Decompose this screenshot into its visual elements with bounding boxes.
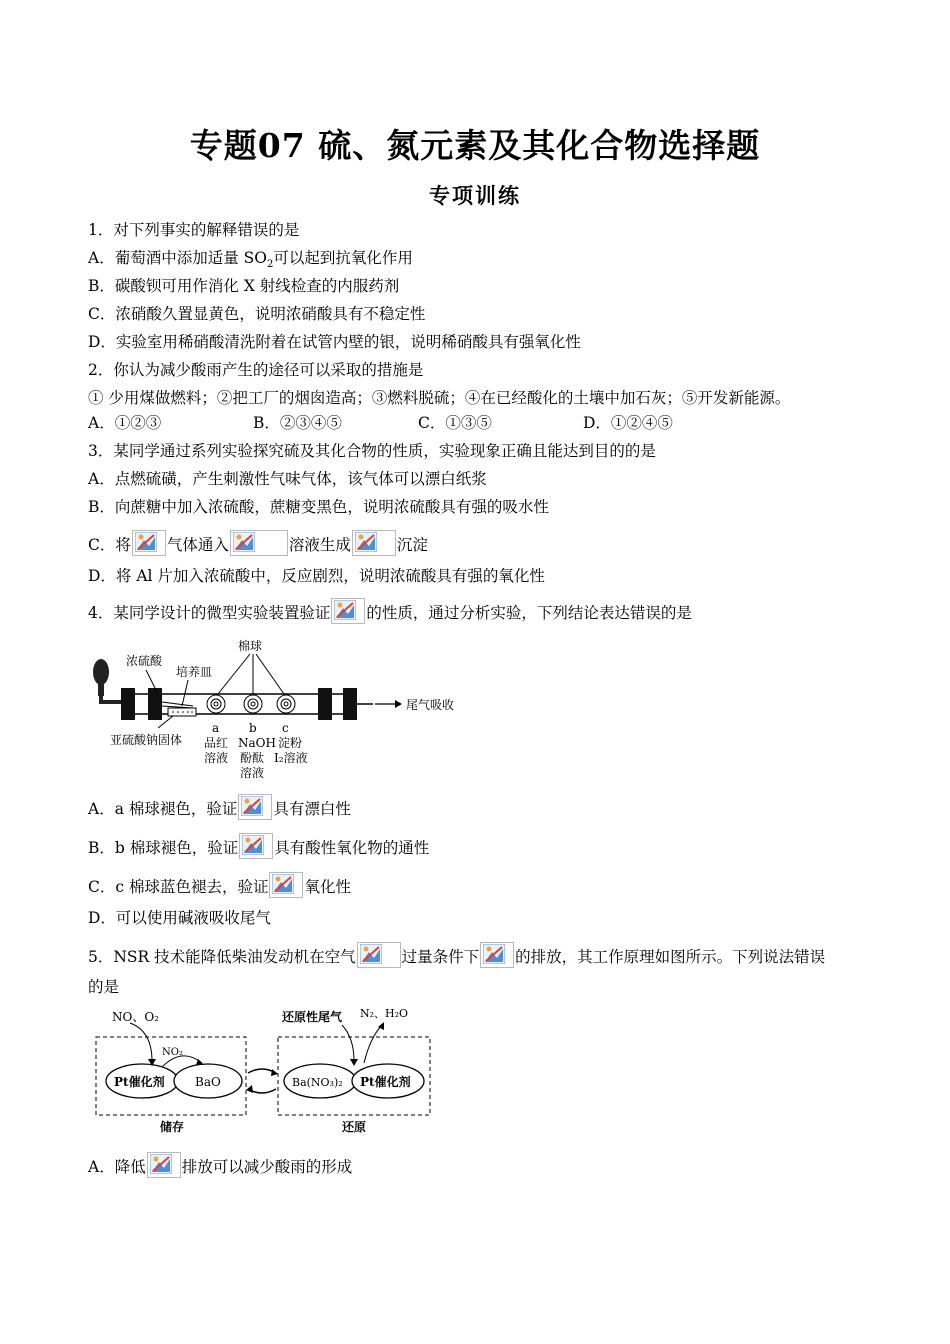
label-conc-acid: 浓硫酸 <box>126 654 163 668</box>
q4-option-a: A．a 棉球褪色，验证 具有漂白性 <box>88 794 351 820</box>
q2-options <box>88 412 673 434</box>
label-b-line1: NaOH <box>238 736 276 750</box>
label-reduction: 还原 <box>342 1120 367 1134</box>
q1-option-a: A．葡萄酒中添加适量 $SO_2$可以起到抗氧化作用 <box>88 249 413 271</box>
q1-option-c: C．浓硝酸久置显黄色，说明浓硝酸具有不稳定性 <box>88 305 426 323</box>
q1-stem: 1．对下列事实的解释错误的是 <box>88 221 300 239</box>
label-no-o2: NO、O₂ <box>112 1010 159 1024</box>
label-bao: BaO <box>195 1075 221 1089</box>
label-n2-h2o: N₂、H₂O <box>360 1007 409 1020</box>
label-reducing-gas: 还原性尾气 <box>282 1010 343 1024</box>
q3-stem: 3．某同学通过系列实验探究硫及其化合物的性质，实验现象正确且能达到目的的是 <box>88 442 656 460</box>
q4-option-c: C．c 棉球蓝色褪去，验证 氧化性 <box>88 872 351 898</box>
label-a-line1: 品红 <box>204 736 229 750</box>
q5-stem-cont: 的是 <box>88 978 120 996</box>
formula-image-icon <box>480 942 514 968</box>
q4-option-d: D．可以使用碱液吸收尾气 <box>88 909 271 927</box>
q2-option-b: B．②③④⑤ <box>253 414 342 432</box>
nsr-principle-figure <box>92 1003 437 1138</box>
page-title: 专题07 硫、氮元素及其化合物选择题 <box>189 126 761 165</box>
label-dish: 培养皿 <box>176 665 213 679</box>
label-c: c <box>282 721 289 735</box>
q2-option-a: A．①②③ <box>88 414 162 432</box>
formula-image-icon <box>357 942 401 968</box>
q2-option-d: D．①②④⑤ <box>583 414 673 432</box>
q4-stem: 4．某同学设计的微型实验装置验证 的性质，通过分析实验，下列结论表达错误的是 <box>88 598 692 624</box>
q2-measures: ① 少用煤做燃料；②把工厂的烟囱造高；③燃料脱硫；④在已经酸化的土壤中加石灰；⑤开发新能源。 <box>88 389 791 407</box>
label-b-line2: 酚酞 <box>240 751 265 765</box>
formula-image-icon <box>132 530 166 556</box>
formula-image-icon <box>239 833 273 859</box>
label-a: a <box>212 721 220 735</box>
formula-image-icon <box>147 1152 181 1178</box>
label-storage: 储存 <box>160 1120 185 1134</box>
q5-stem: 5．NSR 技术能降低柴油发动机在空气 过量条件下 的排放，其工作原理如图所示。下列说法错误 <box>88 942 825 968</box>
label-tail-absorb: 尾气吸收 <box>406 698 455 712</box>
q2-stem: 2．你认为减少酸雨产生的途径可以采取的措施是 <box>88 361 424 379</box>
label-no2: NO₂ <box>162 1047 183 1058</box>
label-ba-no3-2: Ba(NO₃)₂ <box>292 1076 343 1089</box>
formula-image-icon <box>352 530 396 556</box>
q2-option-c: C．①③⑤ <box>418 414 492 432</box>
label-cotton: 棉球 <box>238 639 263 653</box>
formula-image-icon <box>331 598 365 624</box>
q1-option-b: B．碳酸钡可用作消化 X 射线检查的内服药剂 <box>88 277 400 295</box>
label-solid: 亚硫酸钠固体 <box>110 733 183 747</box>
q4-option-b: B．b 棉球褪色，验证 具有酸性氧化物的通性 <box>88 833 429 859</box>
page-subtitle: 专项训练 <box>429 183 521 208</box>
label-b-line3: 溶液 <box>240 766 265 780</box>
label-pt-catalyst-right: Pt催化剂 <box>360 1075 411 1089</box>
q5-option-a: A．降低 排放可以减少酸雨的形成 <box>88 1152 352 1178</box>
formula-image-icon <box>269 872 303 898</box>
sulfur-dioxide-apparatus-figure <box>88 632 478 782</box>
q1-option-d: D．实验室用稀硝酸清洗附着在试管内壁的银，说明稀硝酸具有强氧化性 <box>88 333 581 351</box>
label-a-line2: 溶液 <box>204 751 229 765</box>
label-c-line2: I₂溶液 <box>274 751 308 765</box>
q3-option-b: B．向蔗糖中加入浓硫酸，蔗糖变黑色，说明浓硫酸具有强的吸水性 <box>88 498 549 516</box>
q3-option-d: D．将 Al 片加入浓硫酸中，反应剧烈，说明浓硫酸具有强的氧化性 <box>88 567 545 585</box>
formula-image-icon <box>238 794 272 820</box>
q3-option-a: A．点燃硫磺，产生刺激性气味气体，该气体可以漂白纸浆 <box>88 470 487 488</box>
q3-option-c: C．将 气体通入 溶液生成 沉淀 <box>88 530 428 556</box>
label-b: b <box>249 721 257 735</box>
formula-image-icon <box>230 530 288 556</box>
label-pt-catalyst-left: Pt催化剂 <box>114 1075 165 1089</box>
label-c-line1: 淀粉 <box>278 736 303 750</box>
